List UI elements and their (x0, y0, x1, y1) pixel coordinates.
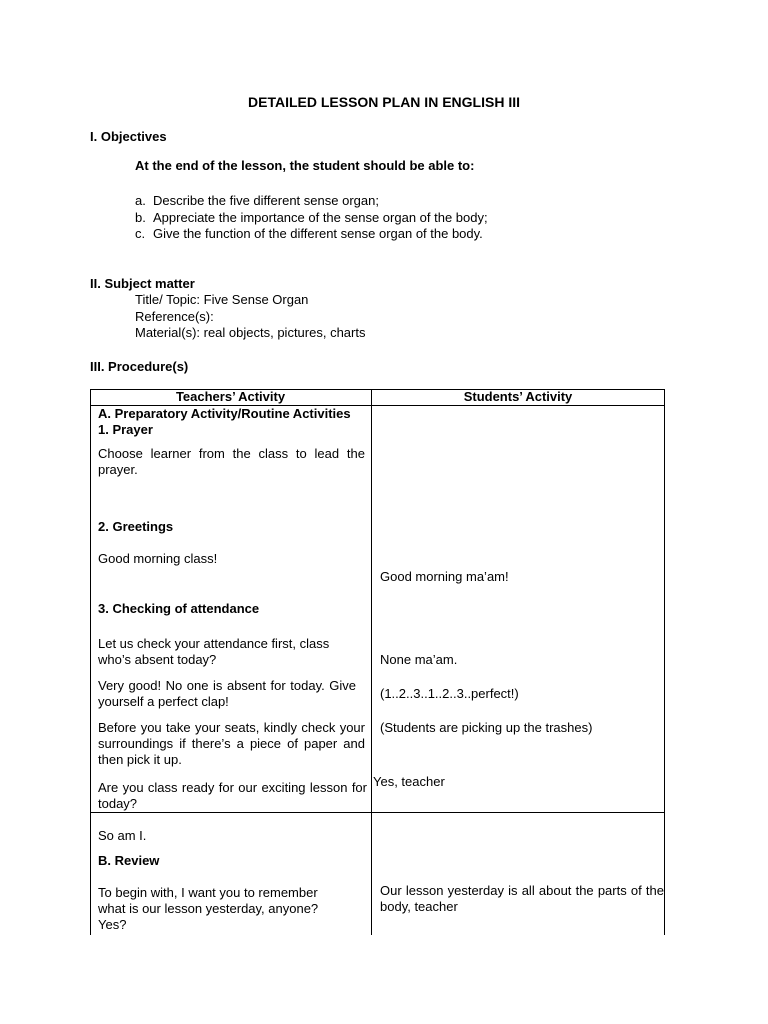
subject-topic: Title/ Topic: Five Sense Organ (135, 292, 309, 307)
objective-item (135, 226, 488, 243)
procedure-heading: III. Procedure(s) (90, 359, 189, 374)
objective-text: Give the function of the different sense organ of the body. (153, 226, 483, 241)
seats-text: Before you take your seats, kindly check your surroundings if there’s a piece of paper and then pick it up. (98, 720, 365, 767)
greetings-text: Good morning class! (98, 551, 218, 566)
objective-item (135, 193, 488, 210)
objective-text: Appreciate the importance of the sense organ of the body; (153, 209, 488, 225)
subject-references: Reference(s): (135, 309, 214, 324)
objective-item (135, 210, 488, 227)
objective-text: Describe the five different sense organ; (153, 193, 379, 208)
ready-reply: Yes, teacher (373, 774, 445, 789)
review-text-line: what is our lesson yesterday, anyone? (98, 901, 319, 916)
attendance-heading: 3. Checking of attendance (98, 601, 260, 616)
procedure-table (90, 389, 665, 935)
objectives-heading: I. Objectives (90, 129, 167, 144)
header-students-activity: Students’ Activity (463, 389, 573, 404)
objectives-intro: At the end of the lesson, the student should be able to: (135, 158, 475, 173)
header-teachers-activity: Teachers’ Activity (175, 389, 286, 404)
clap-reply: (1..2..3..1..2..3..perfect!) (380, 686, 519, 701)
table-column-divider (371, 389, 372, 935)
objective-marker: a. (135, 193, 146, 208)
review-reply: Our lesson yesterday is all about the parts of the body, teacher (380, 883, 664, 914)
objectives-list (135, 193, 488, 243)
objective-marker: b. (135, 209, 146, 225)
ready-text: Are you class ready for our exciting lesson for today? (98, 780, 367, 811)
clap-text: Very good! No one is absent for today. Give yourself a perfect clap! (98, 678, 356, 709)
attendance-reply: None ma’am. (380, 652, 458, 667)
review-text-line: To begin with, I want you to remember (98, 885, 318, 900)
attendance-text-line: Let us check your attendance first, class (98, 636, 330, 651)
attendance-text-line: who’s absent today? (98, 652, 217, 667)
page-title: DETAILED LESSON PLAN IN ENGLISH III (248, 94, 520, 110)
table-border-left (90, 389, 91, 935)
prep-activity-heading: A. Preparatory Activity/Routine Activities (98, 406, 351, 421)
subject-matter-heading: II. Subject matter (90, 276, 195, 291)
review-text-line: Yes? (98, 917, 127, 932)
table-border-right (664, 389, 665, 935)
prayer-text: Choose learner from the class to lead the prayer. (98, 446, 365, 477)
subject-materials: Material(s): real objects, pictures, charts (135, 325, 366, 340)
so-am-i-text: So am I. (98, 828, 147, 843)
table-row-divider (90, 812, 665, 813)
seats-reply: (Students are picking up the trashes) (380, 720, 593, 735)
greetings-heading: 2. Greetings (98, 519, 174, 534)
prayer-heading: 1. Prayer (98, 422, 153, 437)
objective-marker: c. (135, 226, 146, 241)
review-heading: B. Review (98, 853, 160, 868)
greetings-reply: Good morning ma’am! (380, 569, 509, 584)
